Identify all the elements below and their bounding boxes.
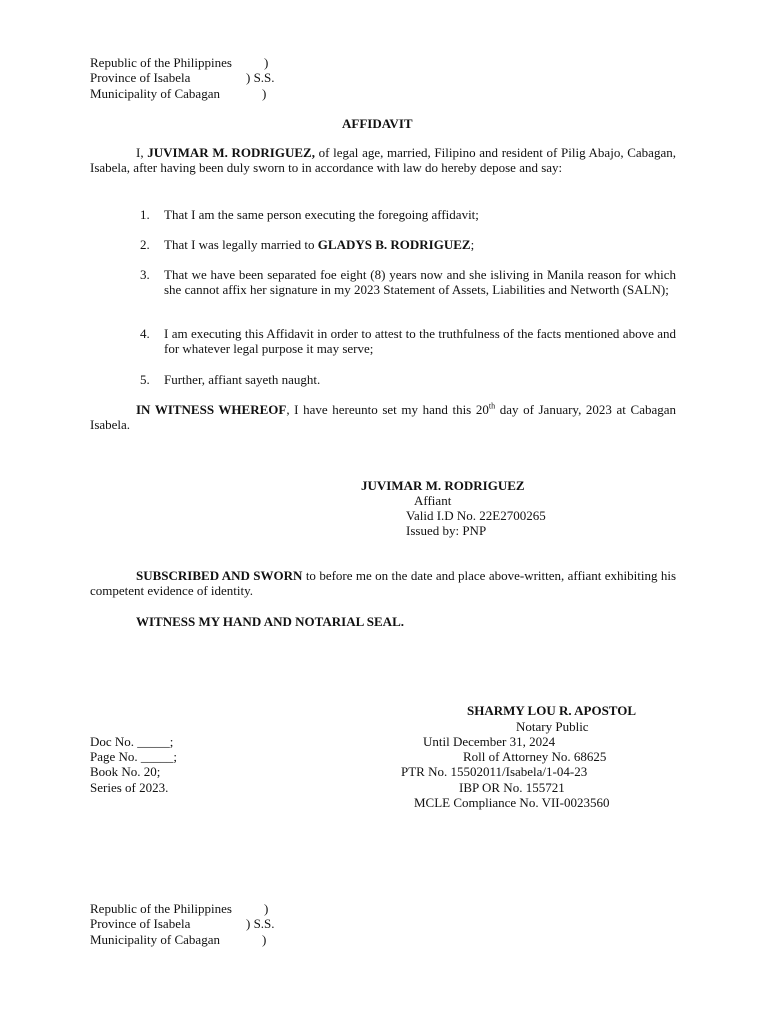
intro-pre: I, xyxy=(136,145,148,160)
venue-mark: ) xyxy=(264,901,269,916)
venue-mark: ) xyxy=(262,86,267,101)
item-text: That we have been separated foe eight (8) years now and she isliving in Manila reason for which she cannot affix her signature in my 2023 Statement of Assets, Liabilities and Networth (SALN); xyxy=(164,267,676,297)
subscribed-paragraph xyxy=(90,568,676,598)
document-title: AFFIDAVIT xyxy=(342,116,413,131)
item-text: That I am the same person executing the foregoing affidavit; xyxy=(164,207,479,222)
item-text-post: ; xyxy=(470,237,475,252)
affiant-issued-by: Issued by: PNP xyxy=(406,523,487,538)
notary-ibp: IBP OR No. 155721 xyxy=(459,780,565,795)
docket-book: Book No. 20; xyxy=(90,764,161,779)
subscribed-heading: SUBSCRIBED AND SWORN xyxy=(136,568,303,583)
docket-page: Page No. _____; xyxy=(90,749,178,764)
venue-republic: Republic of the Philippines xyxy=(90,901,232,916)
affiant-name: JUVIMAR M. RODRIGUEZ xyxy=(361,478,525,493)
venue-mark: ) xyxy=(264,55,269,70)
docket-doc: Doc No. _____; xyxy=(90,734,174,749)
spouse-name: GLADYS B. RODRIGUEZ xyxy=(317,237,471,252)
item-number: 3. xyxy=(140,267,150,282)
venue-municipality: Municipality of Cabagan xyxy=(90,86,220,101)
item-text-pre: That I was legally married to xyxy=(164,237,318,252)
item-number: 2. xyxy=(140,237,150,252)
intro-paragraph xyxy=(90,145,676,175)
witness-paragraph xyxy=(90,402,676,432)
venue-republic: Republic of the Philippines xyxy=(90,55,232,70)
venue-ss-mark: ) S.S. xyxy=(246,70,275,85)
item-text: Further, affiant sayeth naught. xyxy=(164,372,321,387)
venue-province: Province of Isabela xyxy=(90,70,191,85)
item-number: 4. xyxy=(140,326,150,341)
notary-ptr: PTR No. 15502011/Isabela/1-04-23 xyxy=(401,764,588,779)
item-text: I am executing this Affidavit in order to attest to the truthfulness of the facts mentioned above and for whatever legal purpose it may serve; xyxy=(164,326,676,356)
notary-mcle: MCLE Compliance No. VII-0023560 xyxy=(414,795,610,810)
item-number: 1. xyxy=(140,207,150,222)
affiant-name-inline: JUVIMAR M. RODRIGUEZ, xyxy=(147,145,315,160)
notary-roll: Roll of Attorney No. 68625 xyxy=(463,749,607,764)
venue-ss-mark: ) S.S. xyxy=(246,916,275,931)
witness-superscript: th xyxy=(488,401,496,411)
notary-role: Notary Public xyxy=(516,719,589,734)
venue-municipality: Municipality of Cabagan xyxy=(90,932,220,947)
notary-name: SHARMY LOU R. APOSTOL xyxy=(467,703,637,718)
item-text xyxy=(164,237,676,252)
venue-mark: ) xyxy=(262,932,267,947)
docket-series: Series of 2023. xyxy=(90,780,169,795)
item-number: 5. xyxy=(140,372,150,387)
witness-heading: IN WITNESS WHEREOF xyxy=(136,402,287,417)
affiant-id: Valid I.D No. 22E2700265 xyxy=(406,508,546,523)
intro-text: of legal age, married, Filipino and resident of Pilig Abajo, Cabagan, Isabela, after having been duly sworn to in accordance with law do hereby depose and say: xyxy=(90,145,676,175)
venue-province: Province of Isabela xyxy=(90,916,191,931)
witness-pre: , I have hereunto set my hand this 20 xyxy=(286,402,489,417)
subscribed-text: to before me on the date and place above-written, affiant exhibiting his competent evidence of identity. xyxy=(90,568,677,598)
affiant-role: Affiant xyxy=(414,493,452,508)
witness-post: day of January, 2023 at Cabagan Isabela. xyxy=(90,402,676,432)
notarial-seal-line: WITNESS MY HAND AND NOTARIAL SEAL. xyxy=(136,614,404,629)
notary-commission: Until December 31, 2024 xyxy=(423,734,556,749)
